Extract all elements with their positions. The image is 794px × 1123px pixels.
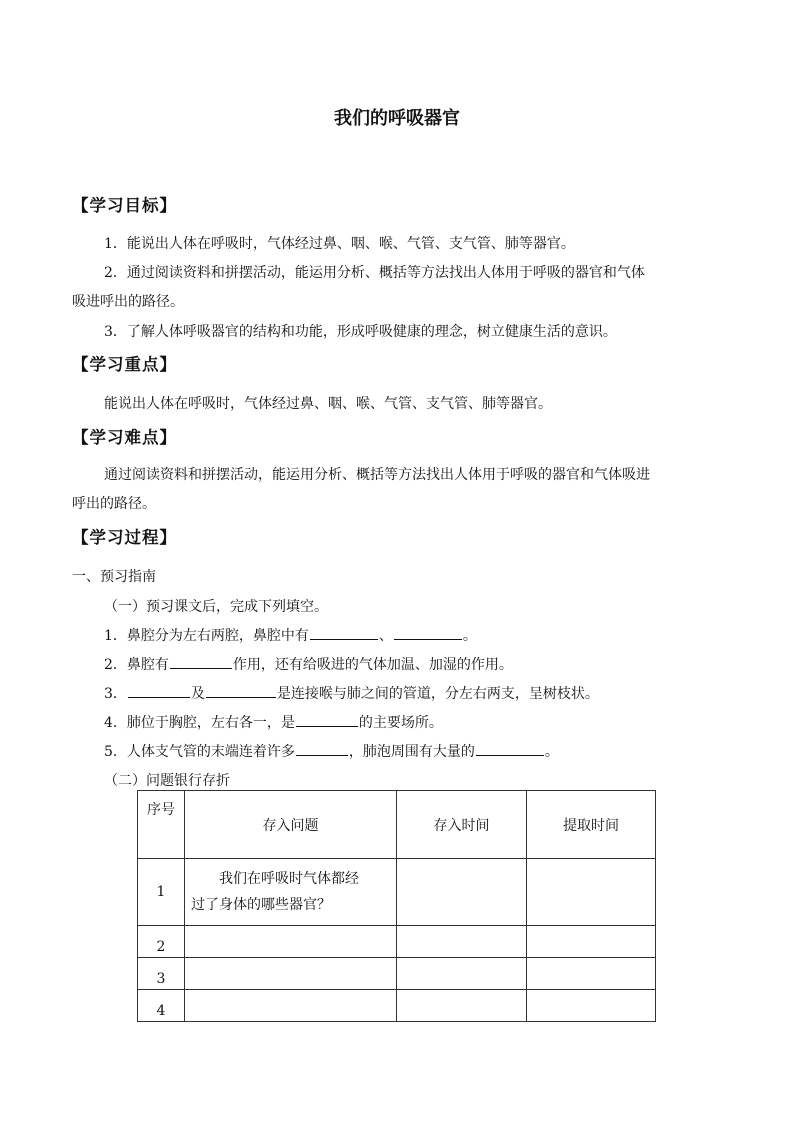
deposit-time-cell[interactable]	[397, 990, 527, 1022]
objective-item: 2．通过阅读资料和拼摆活动，能运用分析、概括等方法找出人体用于呼吸的器官和气体	[104, 265, 645, 281]
answer-blank[interactable]	[476, 741, 544, 756]
table-row	[138, 859, 656, 926]
question-cell[interactable]	[185, 958, 397, 990]
answer-blank[interactable]	[296, 741, 348, 756]
difficulties-text-continuation: 呼出的路径。	[72, 496, 156, 512]
objective-item-continuation: 吸进呼出的路径。	[72, 294, 184, 310]
table-row	[138, 958, 656, 990]
subsection-fill-blanks: （一）预习课文后，完成下列填空。	[104, 599, 328, 615]
header-deposit-time: 存入时间	[397, 791, 527, 859]
fill-question-4: 4．肺位于胸腔，左右各一，是 的主要场所。	[104, 712, 443, 732]
table-row	[138, 926, 656, 958]
key-points-heading: 【学习重点】	[72, 355, 177, 374]
question-cell[interactable]	[185, 926, 397, 958]
header-question: 存入问题	[185, 791, 397, 859]
difficulties-text: 通过阅读资料和拼摆活动，能运用分析、概括等方法找出人体用于呼吸的器官和气体吸进	[104, 467, 650, 483]
withdraw-time-cell[interactable]	[527, 926, 656, 958]
objectives-heading: 【学习目标】	[72, 196, 177, 215]
subsection-question-bank: （二）问题银行存折	[104, 773, 230, 789]
answer-blank[interactable]	[128, 683, 190, 698]
row-number: 4	[138, 990, 185, 1022]
fill-question-2: 2．鼻腔有 作用，还有给吸进的气体加温、加湿的作用。	[104, 654, 513, 674]
key-points-text: 能说出人体在呼吸时，气体经过鼻、咽、喉、气管、支气管、肺等器官。	[104, 396, 552, 412]
question-bank-table	[137, 790, 656, 1022]
objective-item: 3．了解人体呼吸器官的结构和功能，形成呼吸健康的理念，树立健康生活的意识。	[104, 324, 617, 340]
header-withdraw-time: 提取时间	[527, 791, 656, 859]
answer-blank[interactable]	[296, 712, 358, 727]
table-header-row	[138, 791, 656, 859]
withdraw-time-cell[interactable]	[527, 990, 656, 1022]
page-title: 我们的呼吸器官	[334, 108, 460, 129]
row-number: 2	[138, 926, 185, 958]
withdraw-time-cell[interactable]	[527, 958, 656, 990]
fill-question-3: 3． 及 是连接喉与肺之间的管道，分左右两支，呈树枝状。	[104, 683, 599, 703]
deposit-time-cell[interactable]	[397, 958, 527, 990]
objective-item: 1．能说出人体在呼吸时，气体经过鼻、咽、喉、气管、支气管、肺等器官。	[104, 236, 575, 252]
fill-question-5: 5．人体支气管的末端连着许多 ，肺泡周围有大量的 。	[104, 741, 559, 761]
answer-blank[interactable]	[206, 683, 276, 698]
answer-blank[interactable]	[170, 654, 232, 669]
question-cell[interactable]: 我们在呼吸时气体都经 过了身体的哪些器官？	[185, 859, 397, 926]
withdraw-time-cell[interactable]	[527, 859, 656, 926]
answer-blank[interactable]	[394, 625, 462, 640]
deposit-time-cell[interactable]	[397, 859, 527, 926]
difficulties-heading: 【学习难点】	[72, 428, 177, 447]
section-preview-guide: 一、预习指南	[72, 569, 156, 585]
table-row	[138, 990, 656, 1022]
row-number: 1	[138, 859, 185, 926]
row-number: 3	[138, 958, 185, 990]
header-number: 序号	[138, 791, 185, 859]
process-heading: 【学习过程】	[72, 528, 177, 547]
fill-question-1: 1．鼻腔分为左右两腔，鼻腔中有 、 。	[104, 625, 477, 645]
deposit-time-cell[interactable]	[397, 926, 527, 958]
question-cell[interactable]	[185, 990, 397, 1022]
answer-blank[interactable]	[310, 625, 378, 640]
